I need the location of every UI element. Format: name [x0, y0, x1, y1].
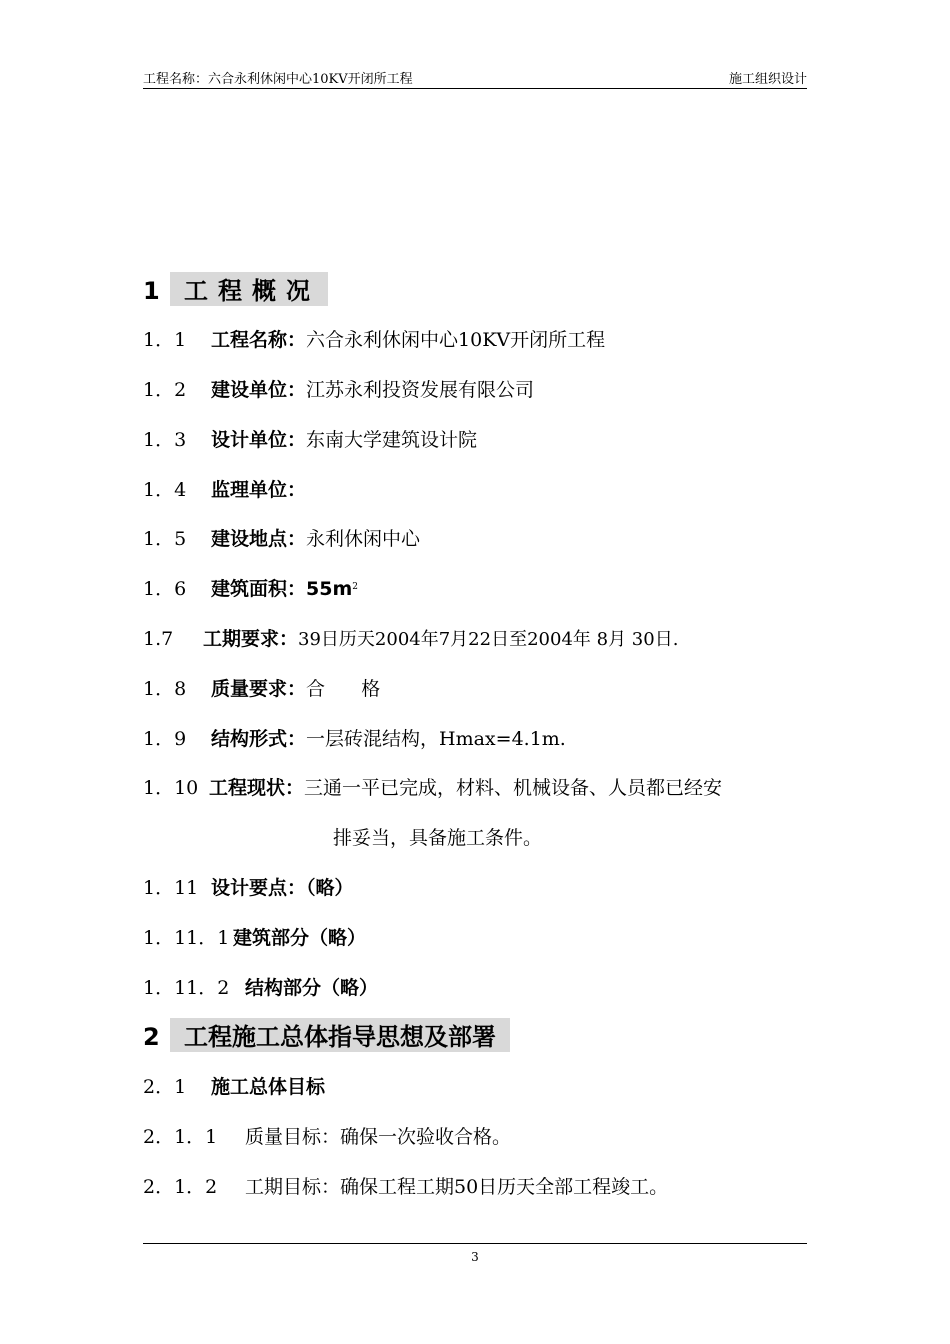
item-number: 1．4	[143, 479, 187, 501]
item-label: 建设地点：	[211, 528, 307, 550]
item-number: 1．6	[143, 578, 187, 600]
item-number: 1．1	[143, 329, 187, 351]
list-item	[143, 526, 420, 552]
page-header	[143, 66, 807, 89]
item-label: 建筑部分（略）	[233, 927, 367, 949]
item-number: 1．11	[143, 877, 199, 899]
item-value: 六合永利休闲中心10KV开闭所工程	[306, 329, 606, 351]
list-item	[143, 676, 380, 702]
item-value: 三通一平已完成，材料、机械设备、人员都已经安	[304, 777, 723, 799]
footer-rule	[143, 1243, 807, 1244]
item-label: 设计要点：（略）	[211, 877, 354, 899]
list-item	[143, 925, 366, 951]
item-number: 1．5	[143, 528, 187, 550]
item-value: 江苏永利投资发展有限公司	[306, 379, 535, 401]
item-label: 工程名称：	[211, 329, 307, 351]
item-number: 1．9	[143, 728, 187, 750]
list-item	[143, 726, 566, 752]
item-number: 1．8	[143, 678, 187, 700]
item-number: 1．11．2	[143, 977, 230, 999]
item-label: 设计单位：	[211, 429, 307, 451]
list-item-continuation	[333, 825, 542, 851]
item-label: 质量要求：	[211, 678, 307, 700]
item-label: 工程现状：	[209, 777, 305, 799]
item-label: 结构部分（略）	[245, 977, 379, 999]
item-number: 1．11．1	[143, 927, 230, 949]
section-number: 2	[143, 1023, 160, 1051]
item-value: 质量目标：确保一次验收合格。	[245, 1126, 512, 1148]
item-value-continued: 排妥当，具备施工条件。	[333, 827, 543, 849]
item-value: 55m	[306, 578, 353, 600]
item-value: 39日历天2004年7月22日至2004年 8月 30日.	[298, 629, 679, 650]
item-number: 1.7	[143, 628, 174, 650]
item-label: 施工总体目标	[211, 1076, 326, 1098]
item-label: 结构形式：	[211, 728, 307, 750]
superscript: 2	[352, 582, 358, 592]
item-label: 建筑面积：	[211, 578, 307, 600]
list-item	[143, 626, 678, 653]
list-item	[143, 477, 306, 503]
list-item	[143, 1124, 511, 1150]
item-number: 2．1．1	[143, 1126, 218, 1148]
item-value: 工期目标：确保工程工期50日历天全部工程竣工。	[245, 1176, 669, 1198]
list-item	[143, 775, 722, 801]
header-project-name: 工程名称：六合永利休闲中心10KV开闭所工程	[143, 72, 413, 87]
item-value: 永利休闲中心	[306, 528, 421, 550]
item-number: 1．2	[143, 379, 187, 401]
list-item	[143, 975, 378, 1001]
item-value: 一层砖混结构，Hmax=4.1m.	[306, 728, 566, 750]
item-label: 建设单位：	[211, 379, 307, 401]
item-number: 1．3	[143, 429, 187, 451]
page-number: 3	[471, 1250, 479, 1264]
section-title: 工程施工总体指导思想及部署	[170, 1018, 510, 1052]
item-number: 1．10	[143, 777, 199, 799]
list-item	[143, 1174, 668, 1200]
header-doc-type: 施工组织设计	[728, 72, 807, 87]
item-label: 监理单位：	[211, 479, 307, 501]
list-item	[143, 377, 534, 403]
item-label: 工期要求：	[203, 628, 299, 650]
section-number: 1	[143, 277, 160, 305]
item-value: 东南大学建筑设计院	[306, 429, 478, 451]
list-item	[143, 427, 477, 453]
item-number: 2．1	[143, 1076, 187, 1098]
item-number: 2．1．2	[143, 1176, 218, 1198]
section-title: 工程概况	[170, 272, 328, 306]
list-item	[143, 327, 605, 353]
list-item	[143, 576, 358, 602]
list-item	[143, 875, 354, 901]
item-value: 合 格	[306, 678, 381, 700]
list-item	[143, 1074, 325, 1100]
